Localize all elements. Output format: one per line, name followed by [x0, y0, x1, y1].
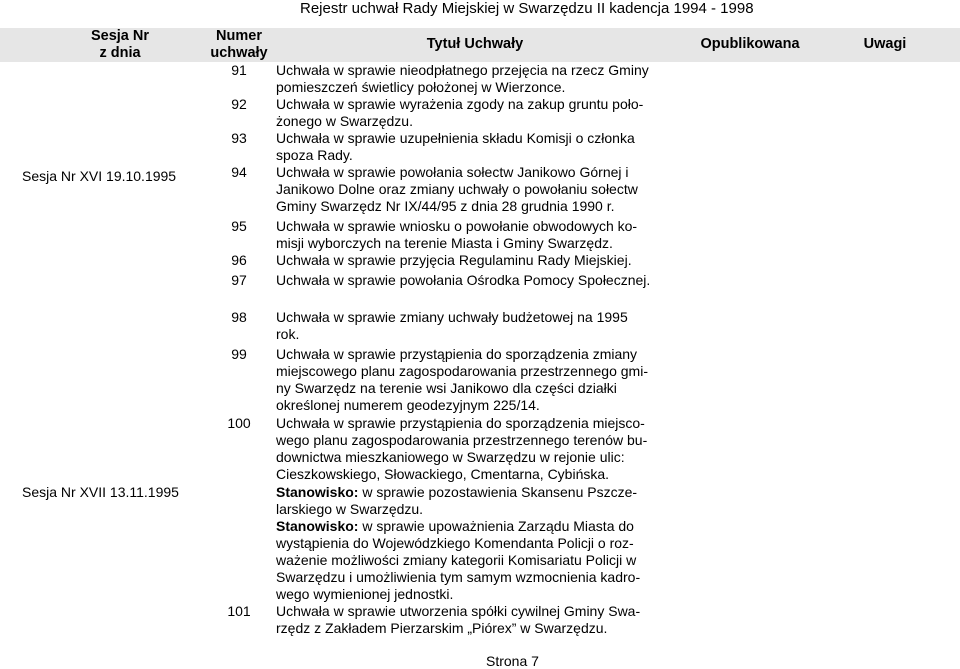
column-header-tytul: Tytuł Uchwały: [426, 36, 524, 52]
resolution-number: 93: [231, 130, 247, 146]
resolution-title: [276, 96, 657, 130]
resolution-title-line: miejscowego planu zagospodarowania przestrzennego gmi-: [276, 363, 648, 379]
column-header-sesja: [60, 28, 180, 62]
resolution-title-line: Swarzędzu i umożliwienia tym samym wzmocnienia kadro-: [276, 569, 641, 585]
resolution-title: [276, 603, 657, 637]
resolution-title-line: larskiego w Swarzędzu.: [276, 501, 424, 517]
resolution-title-line: Gminy Swarzędz Nr IX/44/95 z dnia 28 grudnia 1990 r.: [276, 198, 615, 214]
resolution-title-line: ważenie możliwości zmiany kategorii Komisariatu Policji w: [276, 552, 637, 568]
resolution-title-line: rzędz z Zakładem Pierzarskim „Piórex” w Swarzędzu.: [276, 620, 608, 636]
resolution-title: [276, 415, 657, 483]
resolution-title: [276, 484, 657, 518]
column-header-uwagi: Uwagi: [863, 36, 907, 52]
resolution-title: [276, 346, 657, 414]
resolution-title: [276, 164, 657, 215]
resolution-title-line: downictwa mieszkaniowego w Swarzędzu w rejonie ulic:: [276, 449, 625, 465]
resolution-title-line: żonego w Swarzędzu.: [276, 113, 413, 129]
column-header-numer: [196, 28, 282, 62]
resolution-title: [276, 518, 657, 603]
column-header-numer-line2: uchwały: [210, 45, 268, 61]
resolution-title-line: spoza Rady.: [276, 147, 353, 163]
resolution-title: [276, 309, 657, 343]
resolution-title-line: Uchwała w sprawie powołania Ośrodka Pomocy Społecznej.: [276, 272, 651, 288]
resolution-number: 101: [227, 603, 251, 619]
resolution-title: [276, 130, 657, 164]
resolution-title: [276, 218, 657, 252]
resolution-title: [276, 272, 657, 289]
column-header-sesja-line2: z dnia: [99, 45, 141, 61]
resolution-title-line: Janikowo Dolne oraz zmiany uchwały o powołaniu sołectw: [276, 181, 638, 197]
resolution-number: 91: [231, 62, 247, 78]
resolution-title-line: [276, 484, 657, 501]
resolution-title-line: Cieszkowskiego, Słowackiego, Cmentarna, Cybińska.: [276, 466, 610, 482]
resolution-title-line: Uchwała w sprawie wniosku o powołanie obwodowych ko-: [276, 218, 638, 234]
resolution-bold-lead: Stanowisko:: [276, 484, 359, 500]
resolution-number: 97: [231, 272, 247, 288]
resolution-number: 92: [231, 96, 247, 112]
resolution-title-text: w sprawie pozostawienia Skansenu Pszcze-: [358, 484, 638, 500]
resolution-bold-lead: Stanowisko:: [276, 518, 359, 534]
resolution-title-line: Uchwała w sprawie powołania sołectw Janikowo Górnej i: [276, 164, 629, 180]
resolution-title-line: Uchwała w sprawie przystąpienia do sporządzenia miejsco-: [276, 415, 645, 431]
column-header-numer-line1: Numer: [216, 28, 262, 44]
page-number: Strona 7: [486, 653, 539, 669]
session-label: Sesja Nr XVI 19.10.1995: [22, 168, 177, 184]
column-header-sesja-line1: Sesja Nr: [90, 28, 150, 44]
resolution-number: 99: [231, 346, 247, 362]
table-header: [0, 28, 960, 62]
resolution-number: 94: [231, 164, 247, 180]
resolution-title-line: Uchwała w sprawie uzupełnienia składu Komisji o członka: [276, 130, 635, 146]
resolution-title-line: Uchwała w sprawie przystąpienia do sporządzenia zmiany: [276, 346, 638, 362]
resolution-title-line: wego planu zagospodarowania przestrzennego terenów bu-: [276, 432, 648, 448]
resolution-title: [276, 62, 657, 96]
resolution-number: 100: [227, 415, 251, 431]
resolution-title-line: Uchwała w sprawie przyjęcia Regulaminu Rady Miejskiej.: [276, 252, 632, 268]
resolution-title-line: określonej numerem geodezyjnym 225/14.: [276, 397, 540, 413]
session-label: Sesja Nr XVII 13.11.1995: [22, 484, 179, 500]
resolution-title: [276, 252, 657, 269]
resolution-title-line: rok.: [276, 326, 300, 342]
column-header-opublikowana: Opublikowana: [700, 36, 800, 52]
resolution-title-line: ny Swarzędz na terenie wsi Janikowo dla części działki: [276, 380, 617, 396]
resolution-number: 96: [231, 252, 247, 268]
resolution-title-line: Uchwała w sprawie nieodpłatnego przejęcia na rzecz Gminy: [276, 62, 649, 78]
resolution-title-line: Uchwała w sprawie zmiany uchwały budżetowej na 1995: [276, 309, 628, 325]
resolution-title-line: [276, 518, 657, 535]
resolution-title-line: wego wymienionej jednostki.: [276, 586, 454, 602]
resolution-title-line: pomieszczeń świetlicy położonej w Wierzonce.: [276, 79, 566, 95]
resolution-title-line: misji wyborczych na terenie Miasta i Gminy Swarzędz.: [276, 235, 613, 251]
resolution-title-text: w sprawie upoważnienia Zarządu Miasta do: [358, 518, 634, 534]
resolution-title-line: wystąpienia do Wojewódzkiego Komendanta Policji o roz-: [276, 535, 634, 551]
page-title: Rejestr uchwał Rady Miejskiej w Swarzędzu II kadencja 1994 - 1998: [300, 0, 754, 17]
resolution-title-line: Uchwała w sprawie wyrażenia zgody na zakup gruntu poło-: [276, 96, 644, 112]
resolution-number: 95: [231, 218, 247, 234]
resolution-number: 98: [231, 309, 247, 325]
resolution-title-line: Uchwała w sprawie utworzenia spółki cywilnej Gminy Swa-: [276, 603, 641, 619]
